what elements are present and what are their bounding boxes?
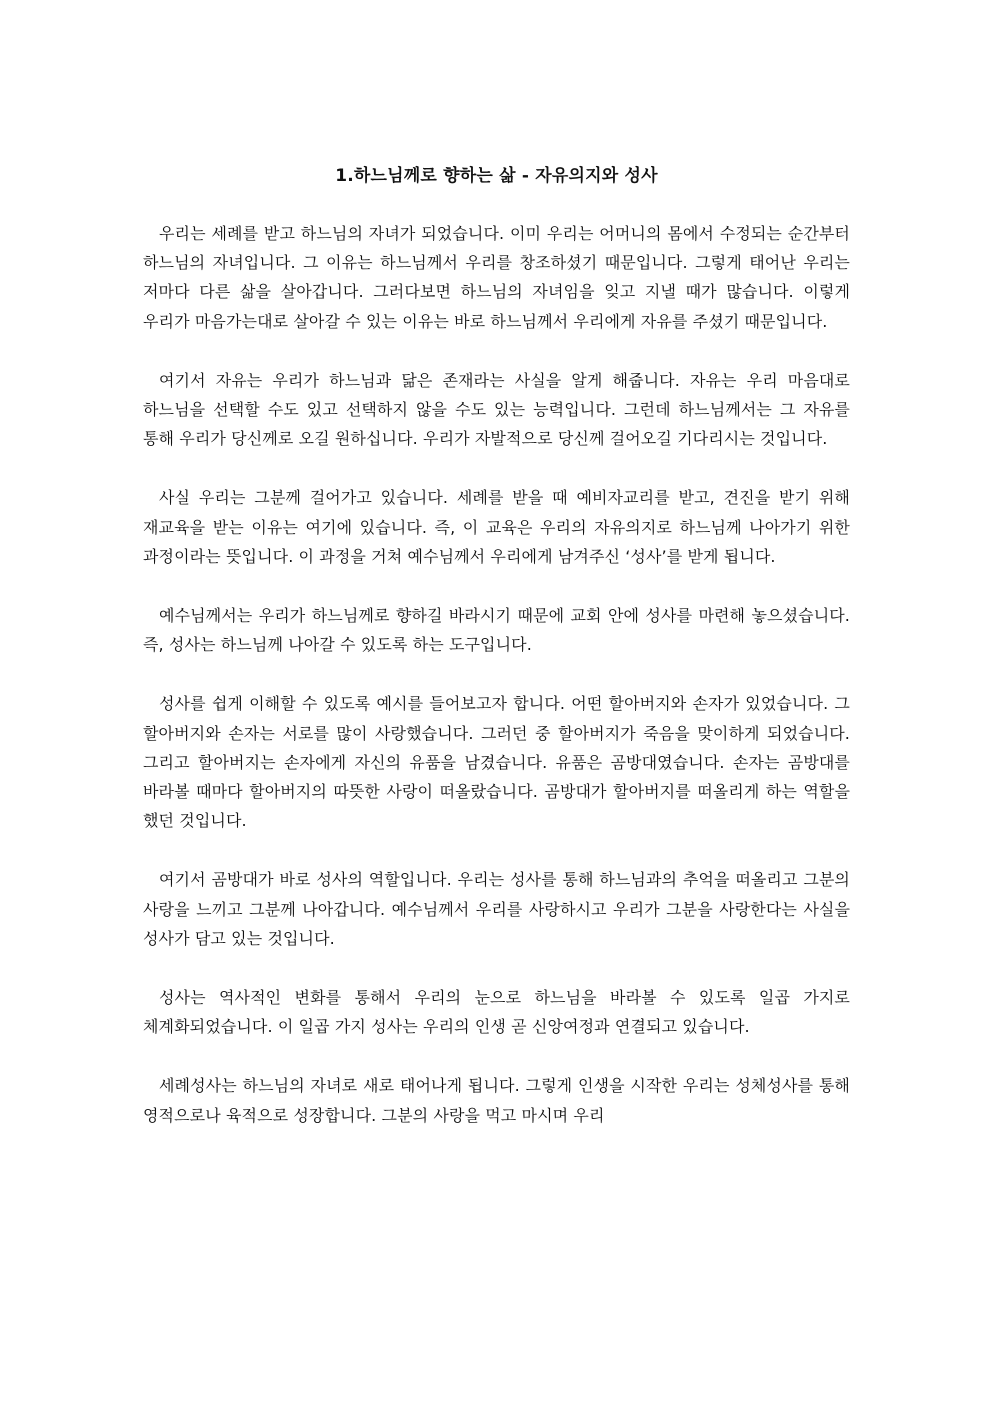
paragraph-7: 성사는 역사적인 변화를 통해서 우리의 눈으로 하느님을 바라볼 수 있도록 일곱 가지로 체계화되었습니다. 이 일곱 가지 성사는 우리의 인생 곧 신앙여정과 연결되고 있습니다. (143, 988, 850, 1037)
document-body (143, 219, 850, 1160)
paragraph-3: 사실 우리는 그분께 걸어가고 있습니다. 세례를 받을 때 예비자교리를 받고, 견진을 받기 위해 재교육을 받는 이유는 여기에 있습니다. 즉, 이 교육은 우리의 자유의지로 하느님께 나아가기 위한 과정이라는 뜻입니다. 이 과정을 거쳐 예수님께서 우리에게 남겨주신 ‘성사’를 받게 됩니다. (143, 488, 850, 566)
document-title: 1.하느님께로 향하는 삶 - 자유의지와 성사 (335, 166, 658, 186)
paragraph-1: 우리는 세례를 받고 하느님의 자녀가 되었습니다. 이미 우리는 어머니의 몸에서 수정되는 순간부터 하느님의 자녀입니다. 그 이유는 하느님께서 우리를 창조하셨기 때문입니다. 그렇게 태어난 우리는 저마다 다른 삶을 살아갑니다. 그러다보면 하느님의 자녀임을 잊고 지낼 때가 많습니다. 이렇게 우리가 마음가는대로 살아갈 수 있는 이유는 바로 하느님께서 우리에게 자유를 주셨기 때문입니다. (143, 224, 850, 331)
paragraph-4: 예수님께서는 우리가 하느님께로 향하길 바라시기 때문에 교회 안에 성사를 마련해 놓으셨습니다. 즉, 성사는 하느님께 나아갈 수 있도록 하는 도구입니다. (143, 606, 850, 655)
paragraph-8: 세례성사는 하느님의 자녀로 새로 태어나게 됩니다. 그렇게 인생을 시작한 우리는 성체성사를 통해 영적으로나 육적으로 성장합니다. 그분의 사랑을 먹고 마시며 우리 (143, 1076, 850, 1125)
paragraph-2: 여기서 자유는 우리가 하느님과 닮은 존재라는 사실을 알게 해줍니다. 자유는 우리 마음대로 하느님을 선택할 수도 있고 선택하지 않을 수도 있는 능력입니다. 그런데 하느님께서는 그 자유를 통해 우리가 당신께로 오길 원하십니다. 우리가 자발적으로 당신께 걸어오길 기다리시는 것입니다. (143, 370, 850, 449)
paragraph-6: 여기서 곰방대가 바로 성사의 역할입니다. 우리는 성사를 통해 하느님과의 추억을 떠올리고 그분의 사랑을 느끼고 그분께 나아갑니다. 예수님께서 우리를 사랑하시고 우리가 그분을 사랑한다는 사실을 성사가 담고 있는 것입니다. (143, 870, 850, 948)
paragraph-5: 성사를 쉽게 이해할 수 있도록 예시를 들어보고자 합니다. 어떤 할아버지와 손자가 있었습니다. 그 할아버지와 손자는 서로를 많이 사랑했습니다. 그러던 중 할아버지가 죽음을 맞이하게 되었습니다. 그리고 할아버지는 손자에게 자신의 유품을 남겼습니다. 유품은 곰방대였습니다. 손자는 곰방대를 바라볼 때마다 할아버지의 따뜻한 사랑이 떠올랐습니다. 곰방대가 할아버지를 떠올리게 하는 역할을 했던 것입니다. (143, 694, 850, 831)
